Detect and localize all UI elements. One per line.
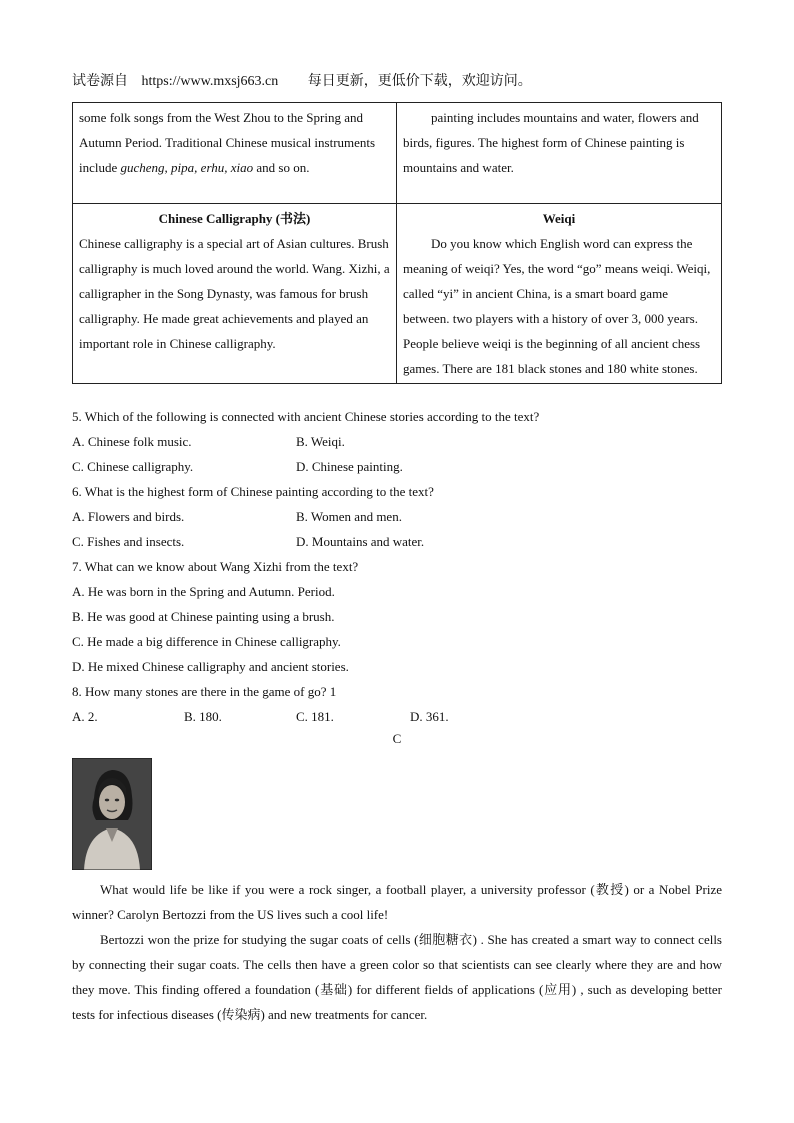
header-url[interactable]: https://www.mxsj663.cn	[141, 74, 279, 89]
option-8c: C. 181.	[296, 709, 334, 724]
header-site: 试卷源自	[72, 73, 128, 89]
option-6d: D. Mountains and water.	[296, 534, 425, 549]
header-note: 每日更新，更低价下载，欢迎访问。	[307, 73, 532, 89]
question-7: 7. What can we know about Wang Xizhi from the text?	[72, 559, 359, 574]
weiqi-title: Weiqi	[542, 211, 576, 226]
question-5-options-ab	[72, 429, 732, 454]
option-8b: B. 180.	[184, 709, 222, 724]
portrait-image	[72, 758, 152, 870]
option-7a: A. He was born in the Spring and Autumn. Period.	[72, 584, 335, 599]
option-8a: A. 2.	[72, 709, 98, 724]
weiqi-text: Do you know which English word can express the meaning of weiqi? Yes, the word “go” means weiqi. Weiqi, called “yi” in ancient China, is a smart board game between. two players with a history of over 3, 000 years. People believe weiqi is the beginning of all ancient chess games. There are 181 black stones and 180 white stones.	[403, 236, 711, 376]
table-row	[73, 103, 722, 204]
option-7b: B. He was good at Chinese painting using a brush.	[72, 609, 335, 624]
option-5a: A. Chinese folk music.	[72, 434, 192, 449]
folk-music-cell	[73, 103, 397, 204]
weiqi-cell	[397, 204, 722, 384]
option-7c: C. He made a big difference in Chinese calligraphy.	[72, 634, 341, 649]
questions	[72, 404, 732, 729]
painting-text: painting includes mountains and water, flowers and birds, figures. The highest form of Chinese painting is mountains and water.	[403, 110, 699, 175]
question-8-options	[72, 704, 732, 729]
portrait-photo	[72, 758, 152, 870]
instruments-italic: gucheng, pipa, erhu, xiao	[120, 160, 254, 175]
question-6-options-cd	[72, 529, 732, 554]
option-5c: C. Chinese calligraphy.	[72, 459, 194, 474]
section-label: C	[392, 731, 402, 746]
calligraphy-text: Chinese calligraphy is a special art of Asian cultures. Brush calligraphy is much loved around the world. Wang. Xizhi, a calligrapher in the Song Dynasty, was famous for brush calligraphy. He made great achievements and played an important role in Chinese calligraphy.	[79, 236, 390, 351]
culture-table	[72, 102, 722, 384]
option-5d: D. Chinese painting.	[296, 459, 403, 474]
question-5: 5. Which of the following is connected with ancient Chinese stories according to the text?	[72, 409, 540, 424]
passage-paragraph-2: Bertozzi won the prize for studying the sugar coats of cells (细胞糖衣) . She has created a smart way to connect cells by connecting their sugar coats. The cells then have a green color so that scientists can see clearly where they are and how they move. This finding offered a foundation (基础) for different fields of applications (应用) , such as developing better tests for infectious diseases (传染病) and new treatments for cancer.	[72, 932, 722, 1022]
calligraphy-cell	[73, 204, 397, 384]
painting-cell	[397, 103, 722, 204]
question-5-options-cd	[72, 454, 732, 479]
calligraphy-title: Chinese Calligraphy (书法)	[158, 211, 311, 226]
question-6-options-ab	[72, 504, 732, 529]
question-6: 6. What is the highest form of Chinese painting according to the text?	[72, 484, 434, 499]
passage-paragraph-1: What would life be like if you were a rock singer, a football player, a university professor (教授) or a Nobel Prize winner? Carolyn Bertozzi from the US lives such a cool life!	[72, 882, 722, 922]
option-5b: B. Weiqi.	[296, 434, 345, 449]
option-6b: B. Women and men.	[296, 509, 402, 524]
table-row	[73, 204, 722, 384]
question-8: 8. How many stones are there in the game of go? 1	[72, 684, 337, 699]
folk-music-tail: and so on.	[253, 160, 310, 175]
folk-music-text: some folk songs from the West Zhou to the Spring and Autumn Period. Traditional Chinese musical instruments include	[79, 110, 376, 175]
option-8d: D. 361.	[410, 709, 449, 724]
option-7d: D. He mixed Chinese calligraphy and ancient stories.	[72, 659, 349, 674]
option-6a: A. Flowers and birds.	[72, 509, 185, 524]
page-header	[72, 70, 532, 90]
option-6c: C. Fishes and insects.	[72, 534, 185, 549]
